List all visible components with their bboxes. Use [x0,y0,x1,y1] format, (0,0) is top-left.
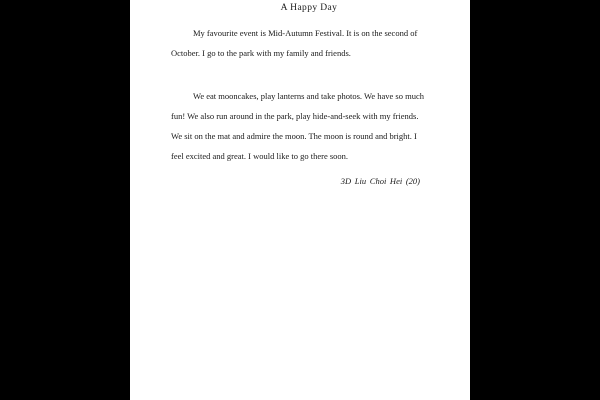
paragraph-1-line-2: October. I go to the park with my family and friends. [171,48,351,58]
document-title: A Happy Day [280,3,338,13]
paragraph-1 [171,23,447,63]
document-page [130,0,470,400]
paragraph-2-line-1: We eat mooncakes, play lanterns and take photos. We have so much [193,91,424,101]
document-content [130,0,470,400]
paragraph-2-line-2: fun! We also run around in the park, play hide-and-seek with my friends. [171,111,419,121]
paragraph-1-line-1: My favourite event is Mid-Autumn Festival. It is on the second of [193,28,418,38]
paragraph-2-line-3: We sit on the mat and admire the moon. The moon is round and bright. I [171,131,417,141]
paragraph-2 [171,86,447,166]
paragraph-2-line-4: feel excited and great. I would like to go there soon. [171,151,349,161]
author-signature: 3D Liu Choi Hei (20) [340,176,420,186]
